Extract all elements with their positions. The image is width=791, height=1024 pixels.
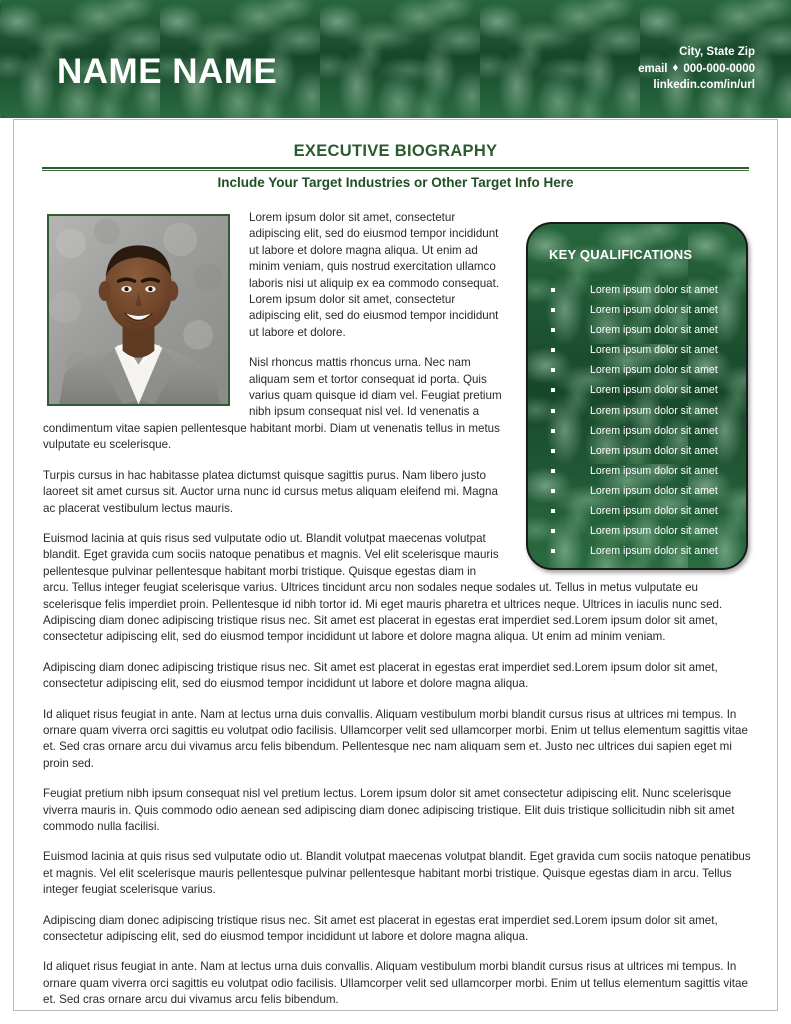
body-paragraph-7: Feugiat pretium nibh ipsum consequat nisl vel pretium lectus. Lorem ipsum dolor sit amet consectetur adipiscing elit. Nunc scelerisque viverra mauris in. Quis commodo odio aenean sed adipiscing diam donec adipiscing tristique. Elit duis tristique sollicitudin nibh sit amet commodo nulla facilisi.	[43, 787, 735, 833]
contact-phone: 000-000-0000	[683, 62, 755, 75]
list-item: Lorem ipsum dolor sit amet	[546, 441, 738, 461]
list-item: Lorem ipsum dolor sit amet	[546, 521, 738, 541]
header-banner	[0, 0, 791, 118]
headshot-photo	[47, 214, 230, 406]
body-paragraph-6: Id aliquet risus feugiat in ante. Nam at lectus urna duis convallis. Aliquam vestibulum morbi blandit cursus risus at ultrices mi tempus. In ornare quam viverra orci sagittis eu volutpat odio facilisis. Ullamcorper velit sed ullamcorper morbi. Enim ut tellus elementum sagittis vitae et. Sed cras ornare arcu dui vivamus arcu felis bibendum. Pellentesque nec nam aliquam sem et. Justo nec ultrices dui sapien eget mi proin sed.	[43, 707, 748, 770]
key-qualifications-box	[526, 222, 748, 570]
person-name: NAME NAME	[57, 52, 278, 91]
list-item: Lorem ipsum dolor sit amet	[546, 320, 738, 340]
body-paragraph-9: Adipiscing diam donec adipiscing tristique risus nec. Sit amet est placerat in egestas erat imperdiet sed.Lorem ipsum dolor sit amet, consectetur adipiscing elit, sed do eiusmod tempor incididunt ut labore et dolore magna aliqua.	[43, 913, 718, 944]
biography-body	[43, 210, 751, 1023]
list-item: Lorem ipsum dolor sit amet	[546, 280, 738, 300]
body-paragraph-1: Lorem ipsum dolor sit amet, consectetur adipiscing elit, sed do eiusmod tempor incididunt ut labore et dolore magna aliqua. Ut enim ad minim veniam, quis nostrud exercitation ullamco laboris nisi ut aliquip ex ea commodo consequat. Lorem ipsum dolor sit amet, consectetur adipiscing elit, sed do eiusmod tempor incididunt ut labore et dolore.	[249, 211, 500, 339]
contact-block	[638, 44, 755, 94]
body-paragraph-8: Euismod lacinia at quis risus sed vulputate odio ut. Blandit volutpat maecenas volutpat blandit. Eget gravida cum sociis natoque penatibus et magnis. Vel elit scelerisque mauris pellentesque pulvinar pellentesque habitant morbi tristique. Quisque egestas diam in arcu. Tellus integer feugiat scelerisque varius.	[43, 850, 751, 897]
body-paragraph-4: Euismod lacinia at quis risus sed vulputate odio ut. Blandit volutpat maecenas volutpat blandit. Eget gravida cum sociis natoque penatibus et magnis. Vel elit scelerisque mauris pellentesque pulvinar pellentesque habitant morbi tristique. Quisque egestas diam in arcu. Tellus integer feugiat scelerisque varius. Ultrices tincidunt arcu non sodales neque sodales ut. Tellus in metus vulputate eu scelerisque felis imperdiet proin. Pellentesque id nibh tortor id. Mi eget mauris pharetra et ultrices neque. Ultrices in iaculis nunc sed. Adipiscing diam donec adipiscing tristique risus nec. Sit amet est placerat in egestas erat imperdiet sed.Lorem ipsum dolor sit amet, consectetur adipiscing elit, sed do eiusmod tempor incididunt ut labore et dolore magna aliqua. Ut enim ad minim veniam.	[43, 531, 723, 644]
contact-location: City, State Zip	[679, 46, 755, 58]
page-title: EXECUTIVE BIOGRAPHY	[293, 142, 498, 160]
list-item: Lorem ipsum dolor sit amet	[546, 541, 738, 561]
body-paragraph-5: Adipiscing diam donec adipiscing tristique risus nec. Sit amet est placerat in egestas erat imperdiet sed.Lorem ipsum dolor sit amet, consectetur adipiscing elit, sed do eiusmod tempor incididunt ut labore et dolore magna aliqua.	[43, 660, 718, 691]
body-paragraph-10: Id aliquet risus feugiat in ante. Nam at lectus urna duis convallis. Aliquam vestibulum morbi blandit cursus risus at ultrices mi tempus. In ornare quam viverra orci sagittis eu volutpat odio facilisis. Ullamcorper velit sed ullamcorper morbi. Enim ut tellus elementum sagittis vitae et. Sed cras ornare arcu dui vivamus arcu felis bibendum.	[43, 960, 748, 1007]
list-item: Lorem ipsum dolor sit amet	[546, 401, 738, 421]
contact-linkedin[interactable]: linkedin.com/in/url	[653, 79, 755, 91]
list-item: Lorem ipsum dolor sit amet	[546, 461, 738, 481]
list-item: Lorem ipsum dolor sit amet	[546, 501, 738, 521]
contact-email-phone	[638, 61, 755, 78]
title-divider	[42, 167, 749, 171]
body-paragraph-3: Turpis cursus in hac habitasse platea dictumst quisque sagittis purus. Nam libero justo laoreet sit amet cursus sit. Auctor urna nunc id cursus metus aliquam eleifend mi. Magna ac placerat vestibulum lectus mauris.	[43, 468, 498, 515]
list-item: Lorem ipsum dolor sit amet	[546, 481, 738, 501]
contact-email-label: email	[638, 62, 668, 75]
page-subtitle: Include Your Target Industries or Other Target Info Here	[217, 175, 574, 190]
list-item: Lorem ipsum dolor sit amet	[546, 421, 738, 441]
key-qualifications-list	[546, 280, 738, 561]
diamond-separator-icon: ♦	[672, 61, 679, 74]
list-item: Lorem ipsum dolor sit amet	[546, 340, 738, 360]
list-item: Lorem ipsum dolor sit amet	[546, 300, 738, 320]
body-paragraph-2: Nisl rhoncus mattis rhoncus urna. Nec nam aliquam sem et tortor consequat id porta. Quis varius quam quisque id diam vel. Feugiat pretium nibh ipsum consequat nisl vel. Id venenatis a condimentum vitae sapien pellentesque habitant morbi. Diam ut venenatis tellus in metus vulputate eu scelerisque.	[43, 356, 502, 452]
headshot-image	[49, 216, 228, 404]
list-item: Lorem ipsum dolor sit amet	[546, 360, 738, 380]
list-item: Lorem ipsum dolor sit amet	[546, 380, 738, 400]
key-qualifications-title: KEY QUALIFICATIONS	[549, 247, 693, 262]
